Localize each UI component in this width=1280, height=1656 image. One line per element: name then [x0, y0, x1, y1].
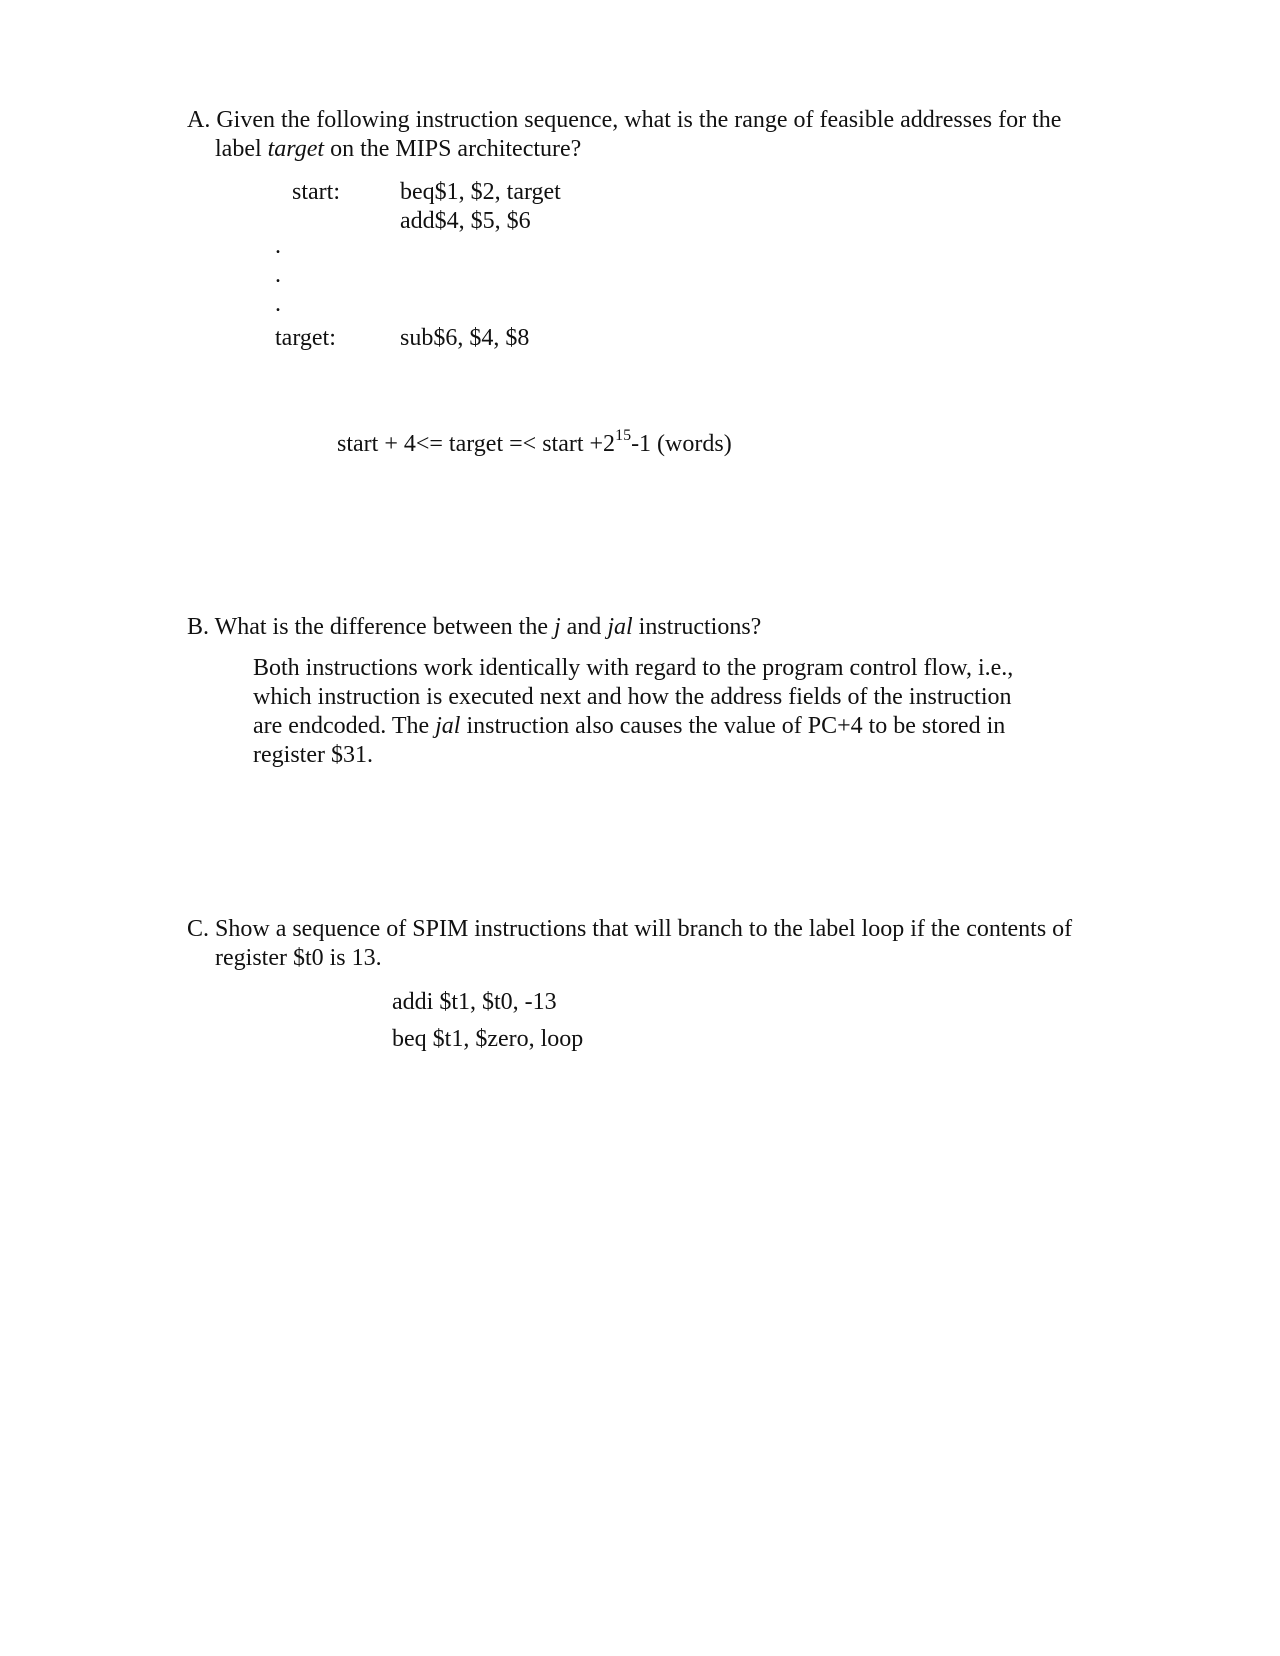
question-b-post: instructions? — [632, 614, 762, 640]
answer-b-line-3 — [253, 712, 1005, 741]
code-label-target: target: — [275, 325, 336, 351]
question-a-line-1: A. Given the following instruction sequence, what is the range of feasible addresses for the — [187, 107, 1062, 133]
question-b-pre: B. What is the difference between the — [187, 614, 554, 640]
answer-a-pre: start + 4<= target =< start +2 — [337, 431, 616, 457]
question-b — [187, 613, 761, 642]
answer-b-line-3-post: instruction also causes the value of PC+4 to be stored in — [460, 713, 1006, 739]
question-c-line-2: register $t0 is 13. — [215, 945, 382, 971]
question-a-line-2 — [215, 135, 581, 164]
code-instr-add: add$4, $5, $6 — [400, 208, 531, 234]
question-c-line-1: C. Show a sequence of SPIM instructions that will branch to the label loop if the contents of — [187, 916, 1073, 942]
code-label-start: start: — [292, 179, 340, 205]
answer-a-exponent: 15 — [615, 427, 632, 444]
question-b-j: j — [553, 614, 561, 640]
question-b-jal: jal — [607, 614, 633, 640]
question-b-mid: and — [560, 614, 608, 640]
answer-b-jal: jal — [435, 713, 461, 739]
answer-b-line-3-pre: are endcoded. The — [253, 713, 436, 739]
ellipsis-dot-2: . — [275, 262, 281, 288]
question-a-target-word: target — [267, 136, 325, 162]
ellipsis-dot-1: . — [275, 233, 281, 259]
answer-c-code-addi: addi $t1, $t0, -13 — [392, 989, 557, 1015]
ellipsis-dot-3: . — [275, 291, 281, 317]
answer-b-line-4: register $31. — [253, 742, 373, 768]
question-a-answer — [337, 427, 732, 459]
code-instr-sub: sub$6, $4, $8 — [400, 325, 530, 351]
answer-b-line-2: which instruction is executed next and how the address fields of the instruction — [253, 684, 1012, 710]
code-instr-beq: beq$1, $2, target — [400, 179, 561, 205]
answer-b-line-1: Both instructions work identically with regard to the program control flow, i.e., — [253, 655, 1014, 681]
question-a-line-2-post: on the MIPS architecture? — [324, 136, 582, 162]
answer-a-post: -1 (words) — [631, 431, 732, 457]
question-a-line-2-pre: label — [215, 136, 268, 162]
answer-c-code-beq: beq $t1, $zero, loop — [392, 1026, 584, 1052]
